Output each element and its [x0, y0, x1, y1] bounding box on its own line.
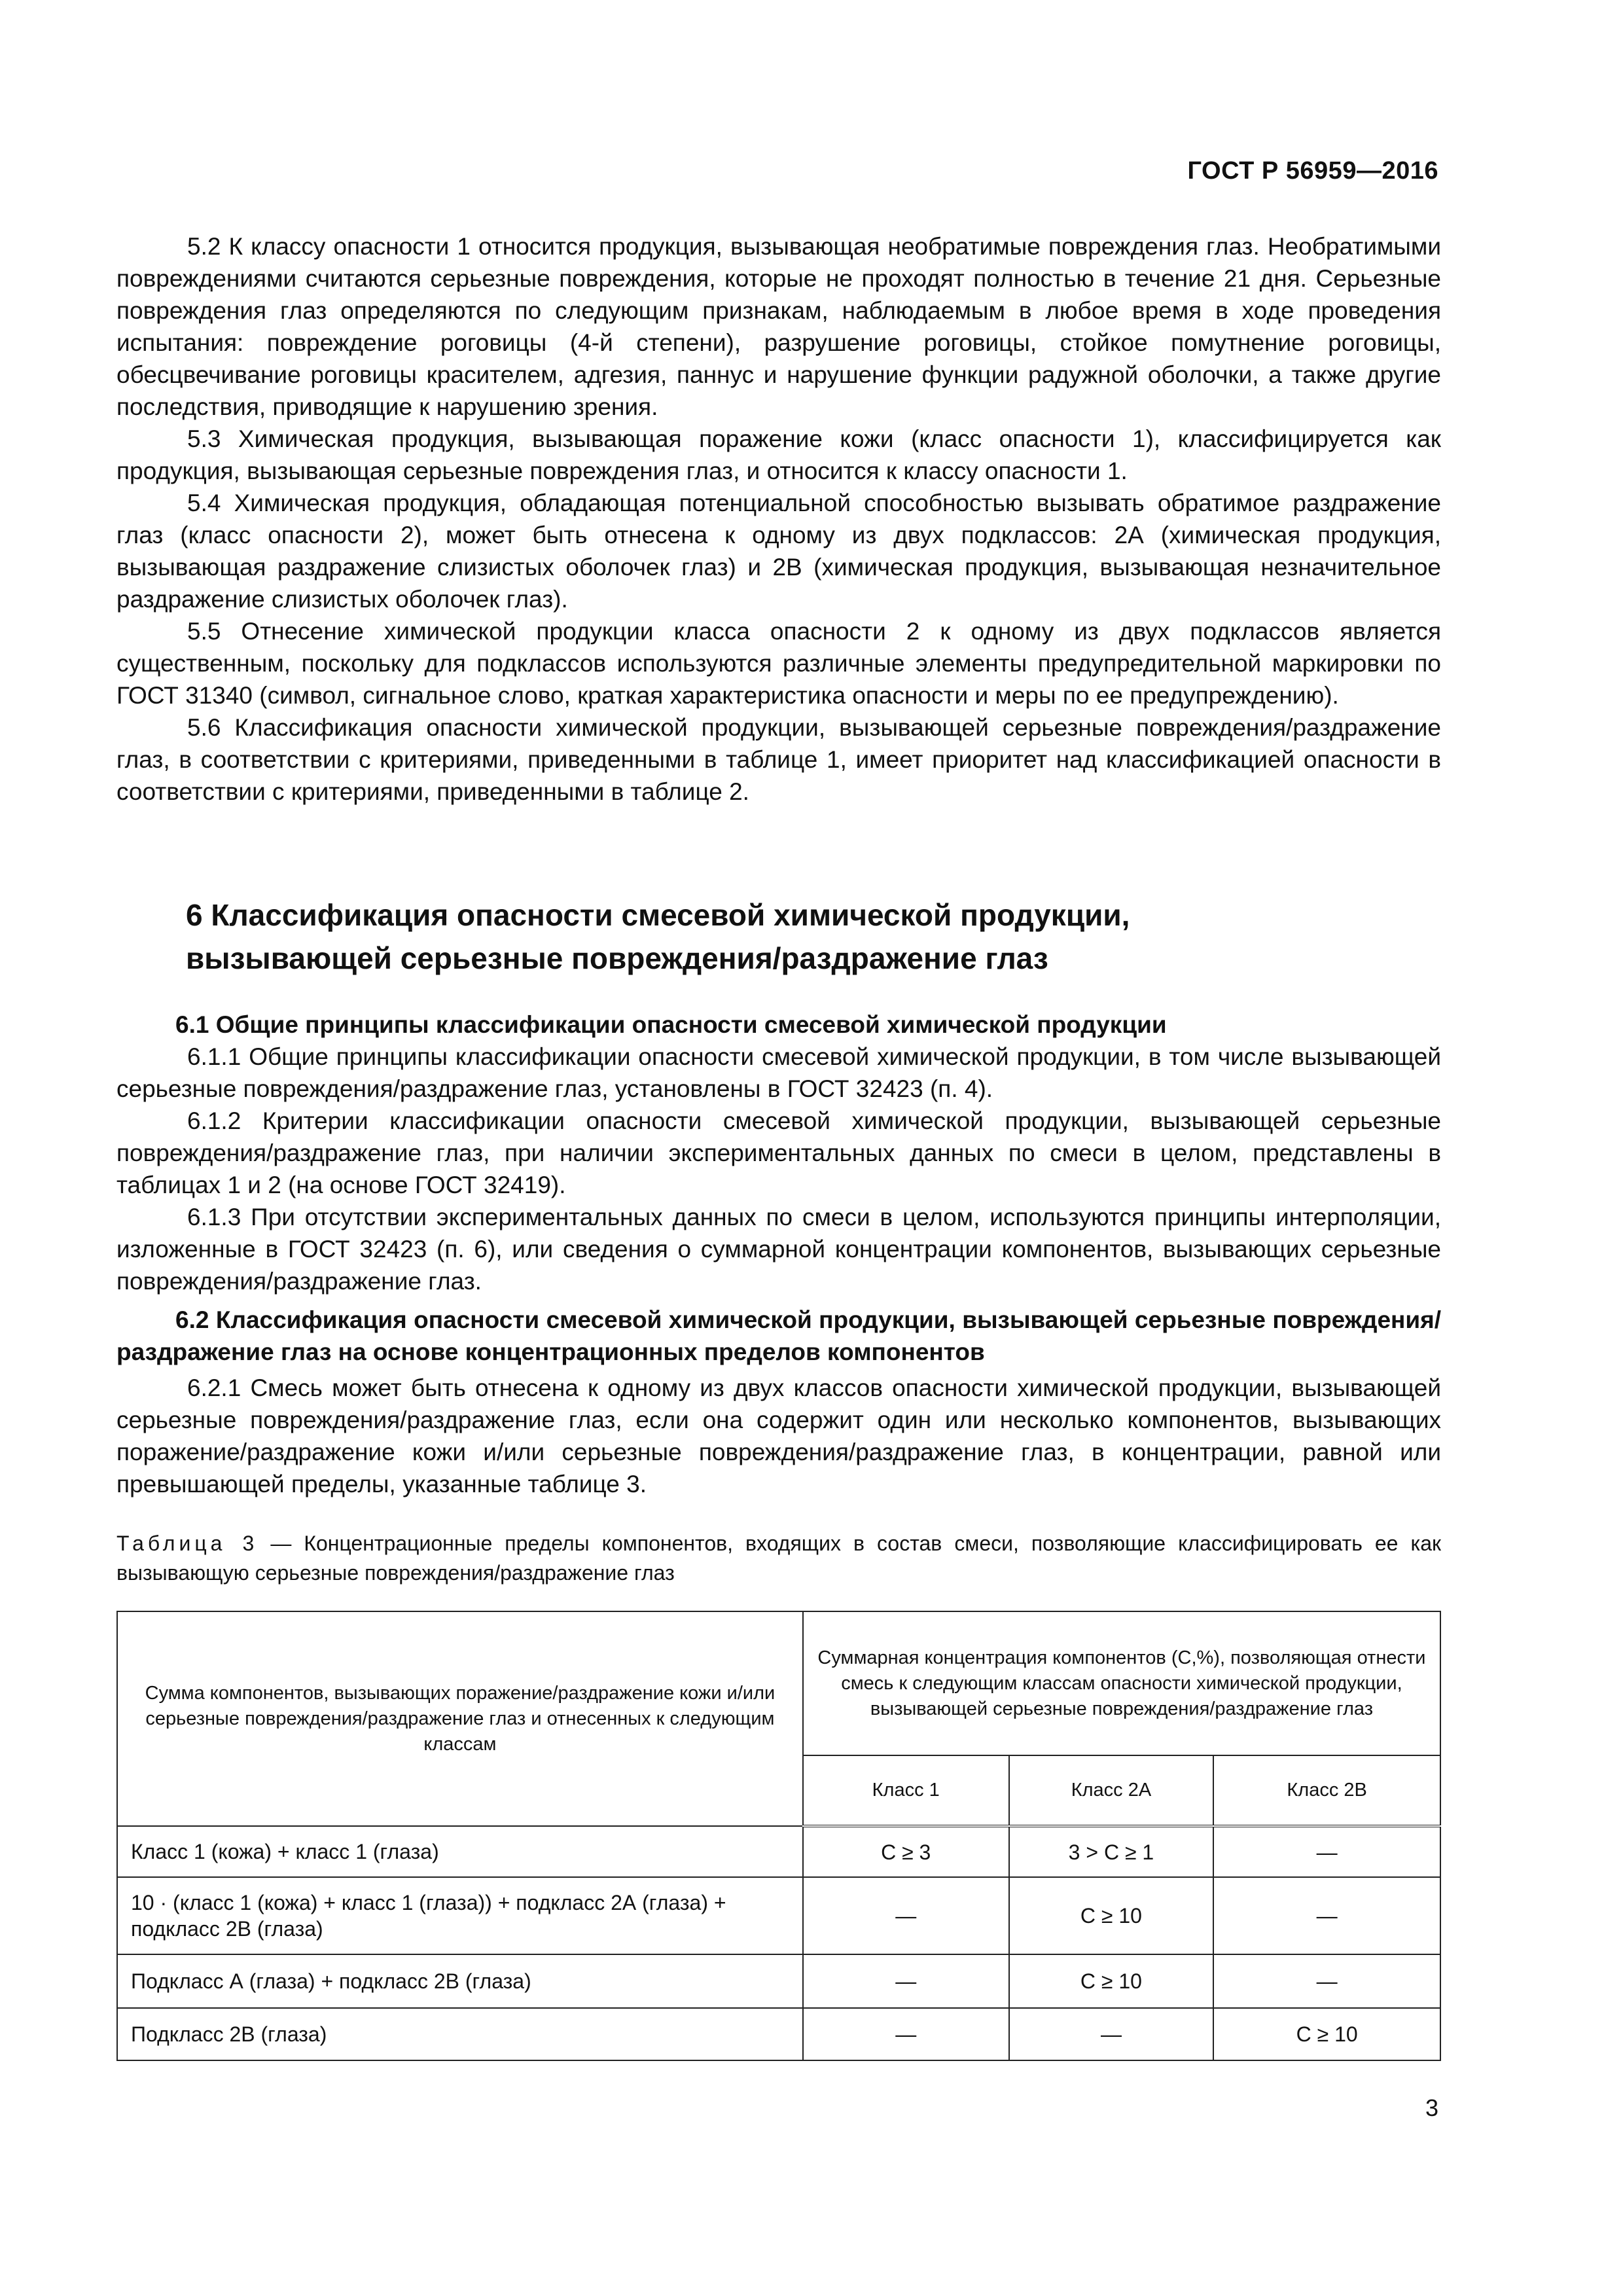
page-number: 3 [1425, 2094, 1438, 2121]
table-cell-class-2a: C ≥ 10 [1009, 1877, 1214, 1954]
table-cell-class-2a: — [1009, 2008, 1214, 2060]
table-group-header: Суммарная концентрация компонентов (С,%), позволяющая отнести смесь к следующим классам опасности химической продукции, вызывающей серьезные повреждения/раздражение глаз [803, 1611, 1440, 1755]
paragraph-6-1-2: 6.1.2 Критерии классификации опасности смесевой химической продукции, вызывающей серьезные повреждения/раздражение глаз, при наличии экспериментальных данных по смеси в целом, представлены в таблицах 1 и 2 (на основе ГОСТ 32419). [116, 1107, 1441, 1198]
table-col1-header: Сумма компонентов, вызывающих поражение/раздражение кожи и/или серьезные повреждения/раздражение глаз и отнесенных к следующим классам [117, 1611, 803, 1826]
table-cell-class-2b: — [1213, 1877, 1440, 1954]
table-row-label: Подкласс 2В (глаза) [117, 2008, 803, 2060]
table-3-caption-text: — Концентрационные пределы компонентов, входящих в состав смеси, позволяющие классифицировать ее как вызывающую серьезные повреждения/раздражение глаз [116, 1532, 1442, 1585]
paragraph-6-2-1: 6.2.1 Смесь может быть отнесена к одному из двух классов опасности химической продукции, вызывающей серьезные повреждения/раздражение глаз, если она содержит один или несколько компонентов, вызывающих поражение/раздражение кожи и/или серьезные повреждения/раздражение глаз, в концентрации, равной или превышающей пределы, указанные таблице 3. [116, 1374, 1441, 1498]
table-row [117, 1826, 1440, 1877]
paragraph-6-1-3: 6.1.3 При отсутствии экспериментальных данных по смеси в целом, используются принципы интерполяции, изложенные в ГОСТ 32423 (п. 6), или сведения о суммарной концентрации компонентов, вызывающих серьезные повреждения/раздражение глаз. [116, 1204, 1441, 1295]
paragraph-5-2: 5.2 К классу опасности 1 относится продукция, вызывающая необратимые повреждения глаз. Необратимыми повреждениями считаются серьезные повреждения, которые не проходят полностью в течение 21 дня. Серьезные повреждения глаз определяются по следующим признакам, наблюдаемым в любое время в ходе проведения испытания: повреждение роговицы (4-й степени), разрушение роговицы, стойкое помутнение роговицы, обесцвечивание роговицы красителем, адгезия, паннус и нарушение функции радужной оболочки, а также другие последствия, приводящие к нарушению зрения. [116, 233, 1441, 420]
table-cell-class-2b: — [1213, 1826, 1440, 1877]
table-cell-class-2b: — [1213, 1954, 1440, 2008]
section-6-title [186, 893, 1429, 980]
paragraph-5-3: 5.3 Химическая продукция, вызывающая поражение кожи (класс опасности 1), классифицируется как продукция, вызывающая серьезные повреждения глаз, и относится к классу опасности 1. [116, 425, 1441, 484]
table-cell-class-1: C ≥ 3 [803, 1826, 1009, 1877]
subsection-6-1-title: 6.1 Общие принципы классификации опасности смесевой химической продукции [175, 1011, 1167, 1038]
section-6-title-line2: вызывающей серьезные повреждения/раздражение глаз [186, 941, 1048, 975]
table-cell-class-1: — [803, 2008, 1009, 2060]
table-cell-class-2a: 3 > C ≥ 1 [1009, 1826, 1214, 1877]
paragraph-5-5: 5.5 Отнесение химической продукции класса опасности 2 к одному из двух подклассов является существенным, поскольку для подклассов используются различные элементы предупредительной маркировки по ГОСТ 31340 (символ, сигнальное слово, краткая характеристика опасности и меры по ее предупреждению). [116, 618, 1441, 709]
table-row [117, 2008, 1440, 2060]
paragraph-5-4: 5.4 Химическая продукция, обладающая потенциальной способностью вызывать обратимое раздражение глаз (класс опасности 2), может быть отнесена к одному из двух подклассов: 2А (химическая продукция, вызывающая раздражение слизистых оболочек глаз) и 2В (химическая продукция, вызывающая незначительное раздражение слизистых оболочек глаз). [116, 490, 1441, 613]
table-row-label: Класс 1 (кожа) + класс 1 (глаза) [117, 1826, 803, 1877]
section-6-text [116, 1009, 1441, 1500]
table-header-class-2b: Класс 2В [1213, 1755, 1440, 1826]
table-header-class-2a: Класс 2А [1009, 1755, 1214, 1826]
document-id-header: ГОСТ Р 56959—2016 [1187, 157, 1438, 185]
paragraph-6-1-1: 6.1.1 Общие принципы классификации опасности смесевой химической продукции, в том числе вызывающей серьезные повреждения/раздражение глаз, установлены в ГОСТ 32423 (п. 4). [116, 1043, 1441, 1102]
table-3-caption-label: Таблица 3 [116, 1532, 259, 1555]
table-row [117, 1954, 1440, 2008]
table-row-label: Подкласс А (глаза) + подкласс 2В (глаза) [117, 1954, 803, 2008]
table-header-class-1: Класс 1 [803, 1755, 1009, 1826]
table-cell-class-1: — [803, 1954, 1009, 2008]
section-5-text [116, 230, 1441, 808]
table-row [117, 1877, 1440, 1954]
table-3-caption [116, 1529, 1441, 1588]
table-3 [116, 1611, 1441, 2061]
subsection-6-2-title: 6.2 Классификация опасности смесевой химической продукции, вызывающей серьезные повреждения/раздражение глаз на основе концентрационных пределов компонентов [116, 1306, 1441, 1365]
paragraph-5-6: 5.6 Классификация опасности химической продукции, вызывающей серьезные повреждения/раздражение глаз, в соответствии с критериями, приведенными в таблице 1, имеет приоритет над классификацией опасности в соответствии с критериями, приведенными в таблице 2. [116, 714, 1441, 805]
table-cell-class-2a: C ≥ 10 [1009, 1954, 1214, 2008]
section-6-title-line1: 6 Классификация опасности смесевой химической продукции, [186, 898, 1130, 932]
table-cell-class-2b: C ≥ 10 [1213, 2008, 1440, 2060]
table-row-label: 10 · (класс 1 (кожа) + класс 1 (глаза)) + подкласс 2А (глаза) + подкласс 2В (глаза) [117, 1877, 803, 1954]
table-cell-class-1: — [803, 1877, 1009, 1954]
